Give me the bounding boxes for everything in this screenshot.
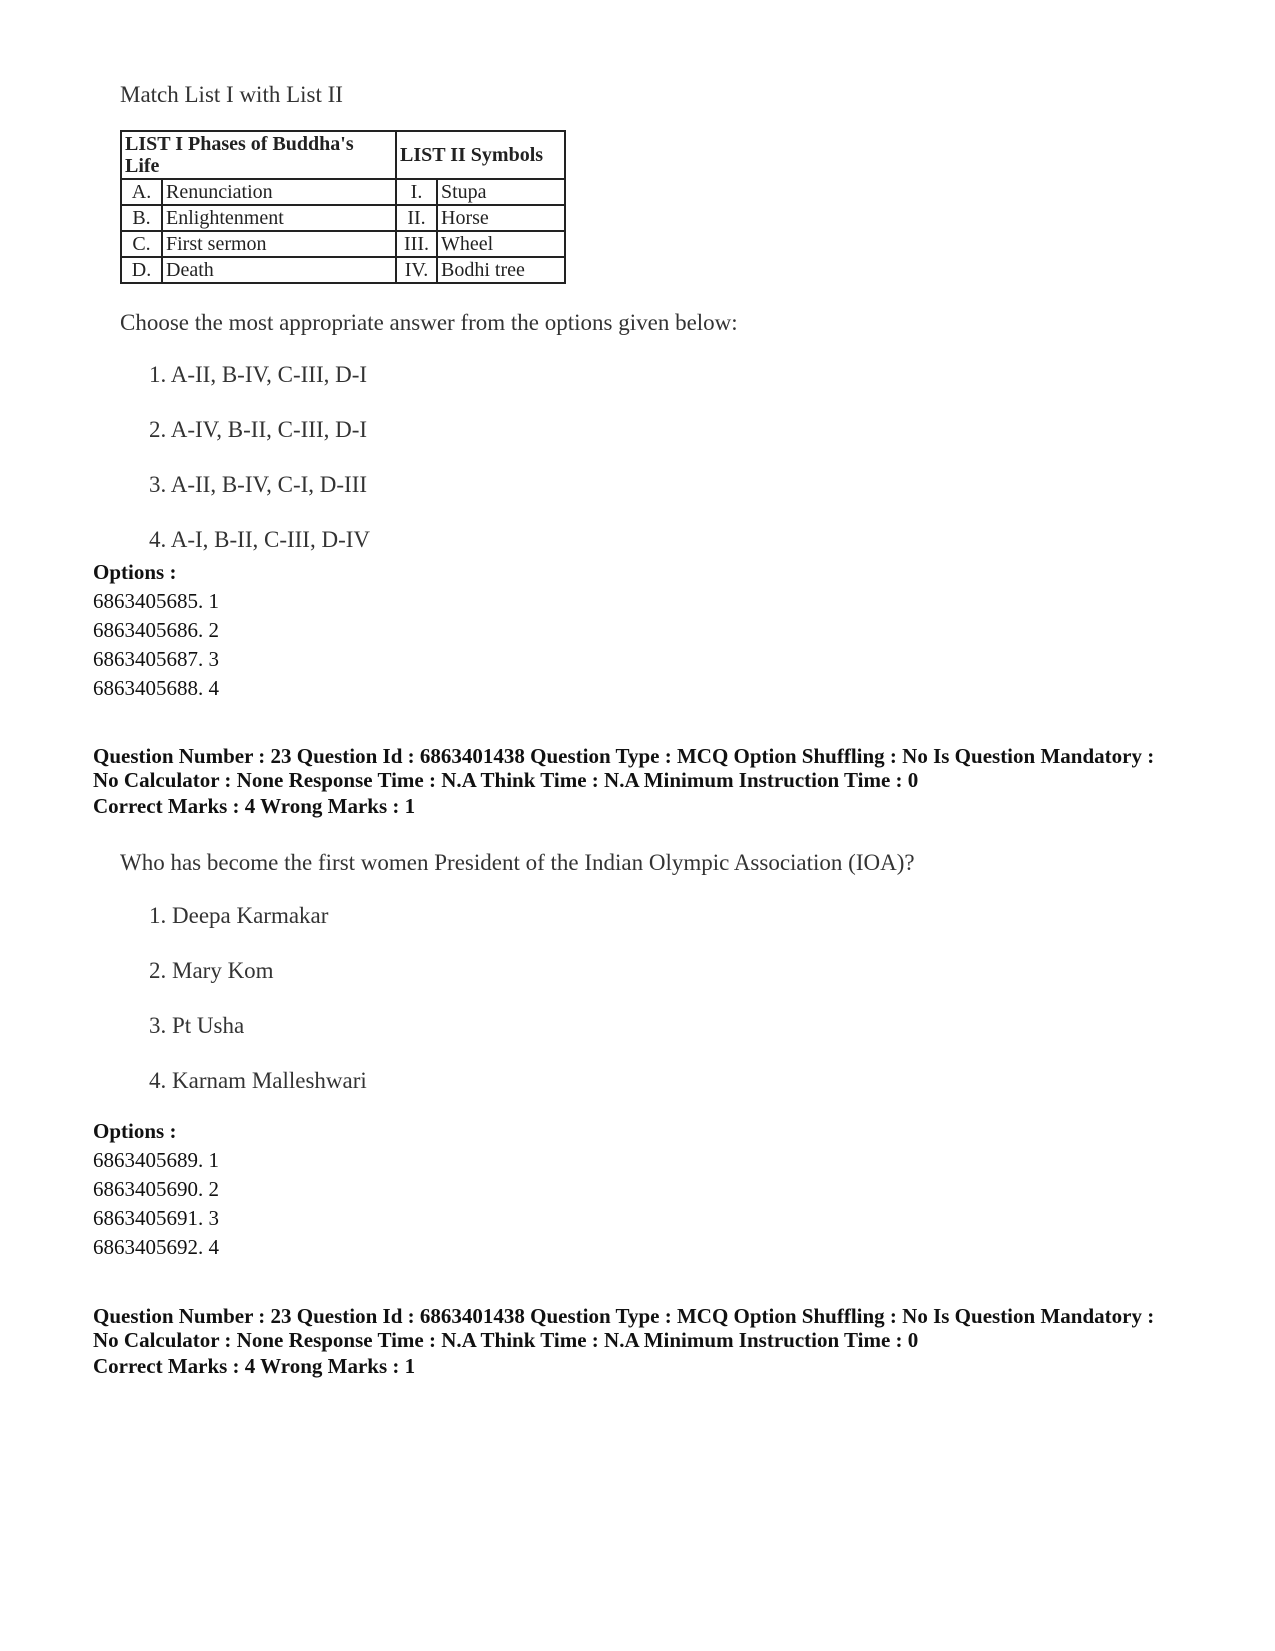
option-id: 6863405685. 1 xyxy=(93,589,219,613)
list-2-value: Horse xyxy=(437,205,565,231)
question-1-text: Match List I with List II xyxy=(120,82,343,107)
list-2-value: Bodhi tree xyxy=(437,257,565,283)
list-1-value: First sermon xyxy=(162,231,396,257)
list-item: 4. Karnam Malleshwari xyxy=(149,1068,367,1093)
option-id: 6863405692. 4 xyxy=(93,1235,219,1259)
question-1-body xyxy=(120,80,738,580)
list-item: 3. A-II, B-IV, C-I, D-III xyxy=(149,472,368,497)
table-row xyxy=(121,231,565,257)
table-row xyxy=(121,179,565,205)
options-label: Options : xyxy=(93,1119,177,1143)
list-2-value: Wheel xyxy=(437,231,565,257)
question-2-body xyxy=(120,848,915,1121)
option-id: 6863405690. 2 xyxy=(93,1177,219,1201)
question-1-choices xyxy=(120,360,738,580)
list-2-value: Stupa xyxy=(437,179,565,205)
question-2-choices xyxy=(120,901,915,1121)
list-item: 2. A-IV, B-II, C-III, D-I xyxy=(149,417,368,442)
option-id: 6863405687. 3 xyxy=(93,647,219,671)
list-1-value: Death xyxy=(162,257,396,283)
list-1-value: Renunciation xyxy=(162,179,396,205)
marks-line: Correct Marks : 4 Wrong Marks : 1 xyxy=(93,794,416,818)
list-1-label: A. xyxy=(121,179,162,205)
option-id: 6863405691. 3 xyxy=(93,1206,219,1230)
list-1-label: D. xyxy=(121,257,162,283)
list-2-label: II. xyxy=(396,205,437,231)
list-item: 2. Mary Kom xyxy=(149,958,274,983)
table-row xyxy=(121,257,565,283)
question-meta-line-2: No Calculator : None Response Time : N.A Think Time : N.A Minimum Instruction Time : 0 xyxy=(93,1328,919,1352)
list-1-value: Enlightenment xyxy=(162,205,396,231)
question-2-text: Who has become the first women President of the Indian Olympic Association (IOA)? xyxy=(120,850,915,875)
question-1-options xyxy=(93,558,1203,703)
list-item: 4. A-I, B-II, C-III, D-IV xyxy=(149,527,370,552)
option-id: 6863405689. 1 xyxy=(93,1148,219,1172)
list-item: 3. Pt Usha xyxy=(149,1013,245,1038)
question-meta-line-1: Question Number : 23 Question Id : 6863401438 Question Type : MCQ Option Shuffling : No Is Question Mandatory : xyxy=(93,744,1155,768)
list-item: 1. A-II, B-IV, C-III, D-I xyxy=(149,362,368,387)
question-1-prompt: Choose the most appropriate answer from the options given below: xyxy=(120,310,738,335)
list-2-label: IV. xyxy=(396,257,437,283)
list-1-label: B. xyxy=(121,205,162,231)
list-2-label: III. xyxy=(396,231,437,257)
list-1-label: C. xyxy=(121,231,162,257)
question-2-options xyxy=(93,1117,1203,1262)
list-2-header: LIST II Symbols xyxy=(396,131,565,179)
option-id: 6863405686. 2 xyxy=(93,618,219,642)
match-table-header-row xyxy=(121,131,565,179)
options-label: Options : xyxy=(93,560,177,584)
list-2-label: I. xyxy=(396,179,437,205)
question-meta-line-2: No Calculator : None Response Time : N.A Think Time : N.A Minimum Instruction Time : 0 xyxy=(93,768,919,792)
list-item: 1. Deepa Karmakar xyxy=(149,903,329,928)
match-table xyxy=(120,130,566,284)
question-meta-2 xyxy=(93,1304,1203,1381)
marks-line: Correct Marks : 4 Wrong Marks : 1 xyxy=(93,1354,416,1378)
list-1-header: LIST I Phases of Buddha's Life xyxy=(121,131,396,179)
question-meta-1 xyxy=(93,744,1203,821)
question-meta-line-1: Question Number : 23 Question Id : 6863401438 Question Type : MCQ Option Shuffling : No Is Question Mandatory : xyxy=(93,1304,1155,1328)
option-id: 6863405688. 4 xyxy=(93,676,219,700)
table-row xyxy=(121,205,565,231)
